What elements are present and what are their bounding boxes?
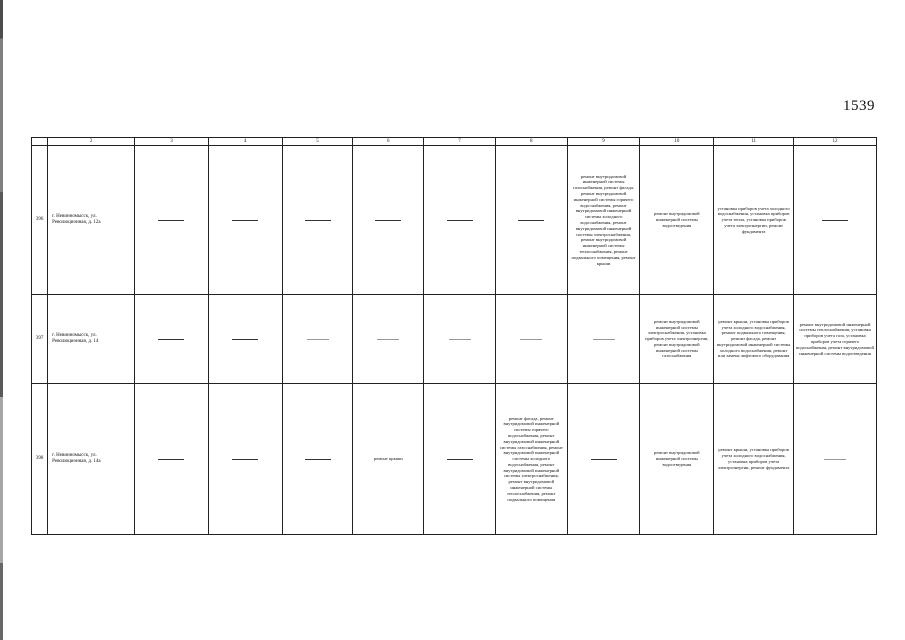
row-number: 398 — [32, 384, 48, 535]
work-cell: ремонт фасада, ремонт внутридомовой инженерной системы горячего водоснабжения, ремонт внутридомовой инженерной системы газоснабжения, ремонт внутридомовой инженерной системы холодного водоснабжения, ремонт внутридомовой инженерной системы электроснабжения, ремонт внутридомовой инженерной системы теплоснабжения, ремонт подвального помещения — [495, 384, 567, 535]
dash-mark — [447, 220, 473, 221]
table-row — [32, 146, 877, 295]
empty-dash-cell — [567, 384, 640, 535]
dash-mark — [232, 459, 258, 460]
scan-edge — [0, 0, 3, 640]
column-number: 2 — [48, 138, 135, 146]
dash-mark — [449, 339, 471, 340]
empty-dash-cell — [282, 146, 353, 295]
empty-dash-cell — [424, 384, 496, 535]
column-number: 11 — [714, 138, 794, 146]
work-cell: установка приборов учета холодного водоснабжения, установка приборов учета тепла, установка приборов учета электроэнергии, ремонт фундамента — [714, 146, 794, 295]
address-cell: г. Невинномысск, ул. Революционная, д. 12а — [48, 146, 135, 295]
dash-mark — [158, 459, 184, 460]
column-number: 10 — [640, 138, 714, 146]
column-number — [32, 138, 48, 146]
empty-dash-cell — [353, 295, 424, 384]
empty-dash-cell — [135, 384, 209, 535]
column-number: 7 — [424, 138, 496, 146]
column-number: 12 — [794, 138, 877, 146]
row-number: 396 — [32, 146, 48, 295]
work-cell: ремонт крыши, установка приборов учета холодного водоснабжения, установка приборов учета электроэнергии, ремонт фундамента — [714, 384, 794, 535]
repair-schedule-table — [31, 137, 877, 535]
dash-mark — [593, 339, 615, 340]
table-row — [32, 384, 877, 535]
empty-dash-cell — [208, 295, 282, 384]
row-number: 397 — [32, 295, 48, 384]
empty-dash-cell — [135, 146, 209, 295]
column-number: 8 — [495, 138, 567, 146]
work-cell: ремонт внутридомовой инженерной системы электроснабжения, установка приборов учета электроэнергии, ремонт внутридомовой инженерной системы газоснабжения — [640, 295, 714, 384]
column-number: 4 — [208, 138, 282, 146]
empty-dash-cell — [424, 146, 496, 295]
work-cell: ремонт крыши — [353, 384, 424, 535]
empty-dash-cell — [282, 384, 353, 535]
dash-mark — [307, 339, 329, 340]
work-cell: ремонт крыши, установка приборов учета холодного водоснабжения, ремонт подвального помещения, ремонт фасада, ремонт внутридомовой инженерной системы холодного водоснабжения, ремонт или замена лифтового оборудования — [714, 295, 794, 384]
dash-mark — [822, 220, 848, 221]
dash-mark — [305, 459, 331, 460]
column-number: 3 — [135, 138, 209, 146]
dash-mark — [375, 220, 401, 221]
empty-dash-cell — [794, 146, 877, 295]
column-number: 5 — [282, 138, 353, 146]
empty-dash-cell — [353, 146, 424, 295]
address-cell: г. Невинномысск, ул. Революционная, д. 14а — [48, 384, 135, 535]
column-number: 9 — [567, 138, 640, 146]
empty-dash-cell — [208, 146, 282, 295]
dash-mark — [232, 220, 258, 221]
column-number-row — [32, 138, 877, 146]
empty-dash-cell — [208, 384, 282, 535]
table-row — [32, 295, 877, 384]
dash-mark — [591, 459, 617, 460]
dash-mark — [305, 220, 331, 221]
work-cell: ремонт внутридомовой инженерной системы водоотведения — [640, 146, 714, 295]
dash-mark — [520, 339, 542, 340]
empty-dash-cell — [794, 384, 877, 535]
column-number: 6 — [353, 138, 424, 146]
dash-mark — [518, 220, 544, 221]
dash-mark — [158, 339, 184, 340]
dash-mark — [158, 220, 184, 221]
empty-dash-cell — [282, 295, 353, 384]
dash-mark — [824, 459, 846, 460]
work-cell: ремонт внутридомовой инженерной системы газоснабжения, ремонт фасада, ремонт внутридомовой инженерной системы горячего водоснабжения, ремонт внутридомовой инженерной системы холодного водоснабжения, ремонт внутридомовой инженерной системы электроснабжения, ремонт внутридомовой инженерной системы теплоснабжения, ремонт подвального помещения, ремонт крыши — [567, 146, 640, 295]
work-cell: ремонт внутридомовой инженерной системы теплоснабжения, установка приборов учета газа, установка приборов учета горячего водоснабжения, ремонт внутридомовой инженерной системы водоотведения — [794, 295, 877, 384]
page-number: 1539 — [843, 98, 875, 114]
dash-mark — [377, 339, 399, 340]
empty-dash-cell — [495, 146, 567, 295]
empty-dash-cell — [424, 295, 496, 384]
work-cell: ремонт внутридомовой инженерной системы водоотведения — [640, 384, 714, 535]
empty-dash-cell — [567, 295, 640, 384]
dash-mark — [447, 459, 473, 460]
dash-mark — [232, 339, 258, 340]
empty-dash-cell — [495, 295, 567, 384]
empty-dash-cell — [135, 295, 209, 384]
address-cell: г. Невинномысск, ул. Революционная, д. 14 — [48, 295, 135, 384]
